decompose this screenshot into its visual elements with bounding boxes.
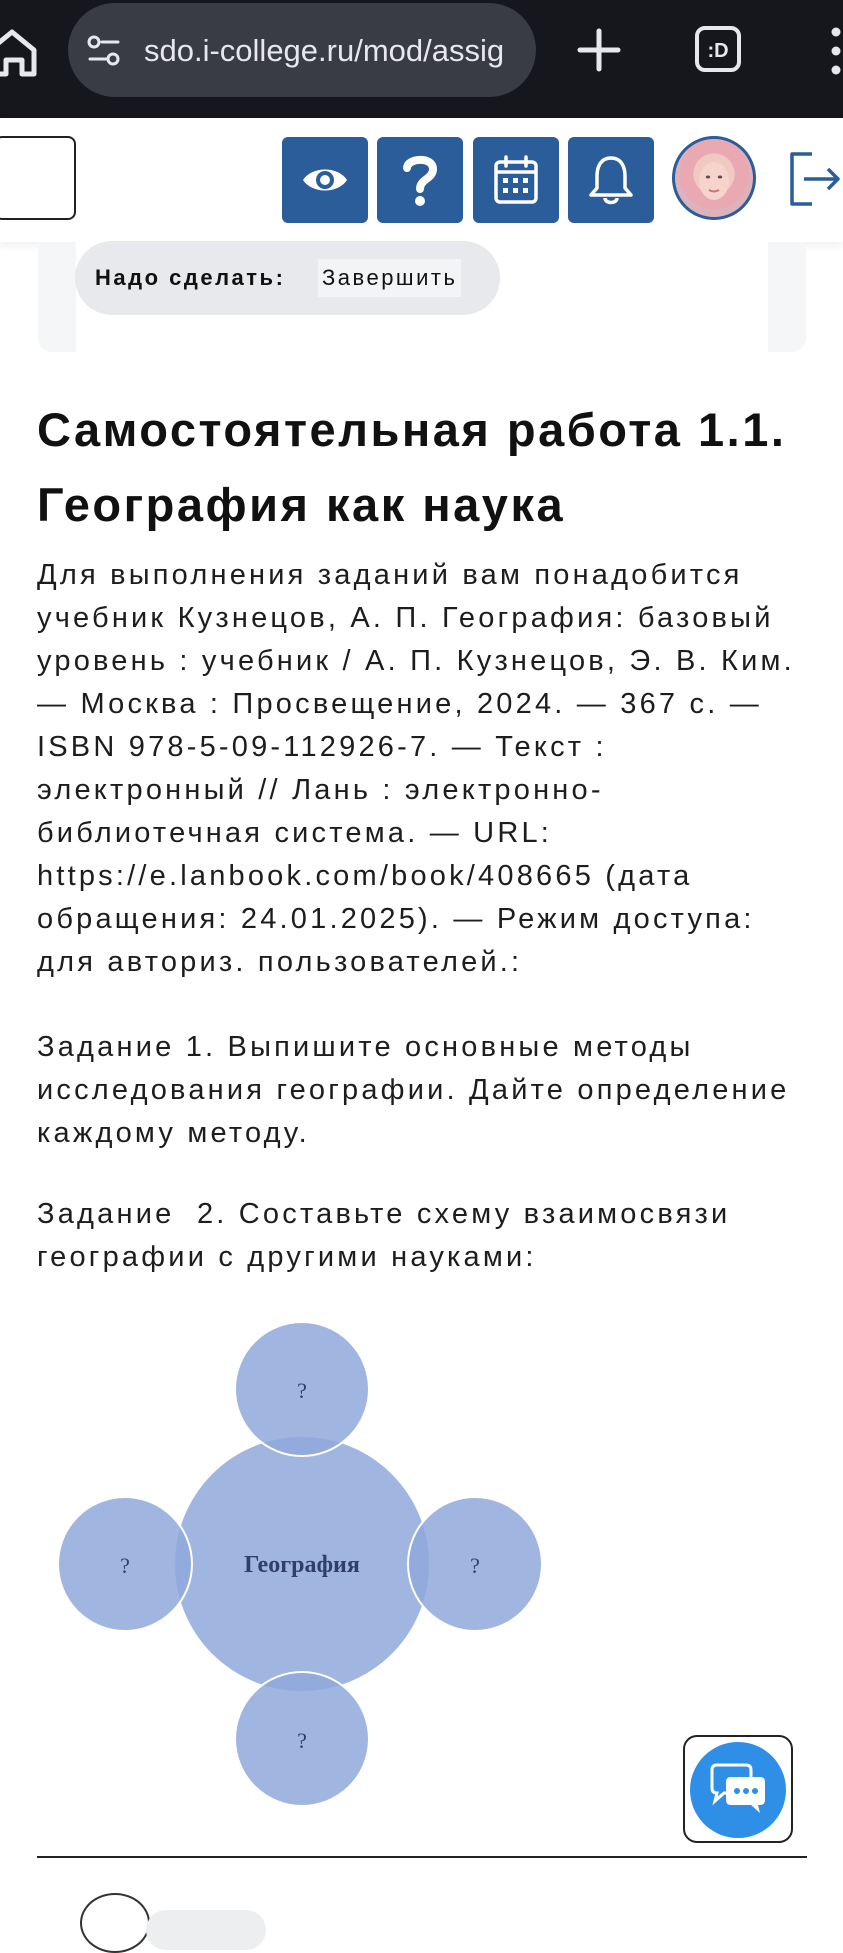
diagram-top-label: ?: [297, 1378, 307, 1403]
task-1: Задание 1. Выпишите основные методы исследования географии. Дайте определение каждому методу.: [37, 1031, 790, 1149]
todo-value: Завершить: [318, 259, 461, 297]
assignment-intro: Для выполнения заданий вам понадобится учебник Кузнецов, А. П. География: базовый уровень : учебник / А. П. Кузнецов, Э. В. Ким. — Москва : Просвещение, 2024. — 367 с. — ISBN 978-5-09-112926-7. — Текст : электронный // Лань : электронно-библиотечная система. — URL: https://e.lanbook.com/book/408665 (дата обращения: 24.01.2025). — Режим доступа: для авториз. пользователей.:: [37, 559, 795, 978]
page-title: Самостоятельная работа 1.1. География как наука: [37, 403, 787, 531]
bottom-circle-icon: [80, 1893, 150, 1953]
calendar-button[interactable]: [473, 137, 559, 223]
eye-icon: [300, 160, 350, 200]
site-settings-icon[interactable]: [86, 33, 122, 69]
task-2: Задание 2. Составьте схему взаимосвязи географии с другими науками:: [37, 1198, 742, 1273]
diagram-bottom-label: ?: [297, 1728, 307, 1753]
diagram-right-label: ?: [470, 1553, 480, 1578]
logout-icon[interactable]: [786, 148, 840, 210]
search-input[interactable]: [0, 136, 76, 220]
diagram-center-label: География: [244, 1552, 360, 1578]
user-avatar[interactable]: [672, 136, 756, 220]
divider: [37, 1856, 807, 1858]
chat-icon: [690, 1742, 786, 1838]
todo-badge: [75, 241, 500, 315]
help-button[interactable]: [377, 137, 463, 223]
eye-button[interactable]: [282, 137, 368, 223]
tab-count: :D: [707, 40, 729, 62]
address-bar[interactable]: [68, 3, 536, 97]
calendar-icon: [493, 155, 539, 205]
diagram-left-label: ?: [120, 1553, 130, 1578]
tab-switcher-button[interactable]: [692, 22, 746, 76]
new-tab-plus-icon[interactable]: [574, 25, 624, 75]
bottom-pill: [146, 1910, 266, 1950]
geography-diagram: [55, 1318, 555, 1818]
bell-icon: [588, 154, 634, 206]
browser-menu-icon[interactable]: [824, 24, 843, 78]
site-header: [0, 118, 843, 242]
question-icon: [400, 152, 440, 208]
todo-label: Надо сделать:: [95, 265, 286, 290]
home-icon[interactable]: [0, 22, 44, 82]
browser-toolbar: [0, 0, 843, 118]
chat-button[interactable]: [683, 1735, 793, 1843]
notifications-button[interactable]: [568, 137, 654, 223]
url-text[interactable]: sdo.i-college.ru/mod/assig: [144, 33, 505, 68]
